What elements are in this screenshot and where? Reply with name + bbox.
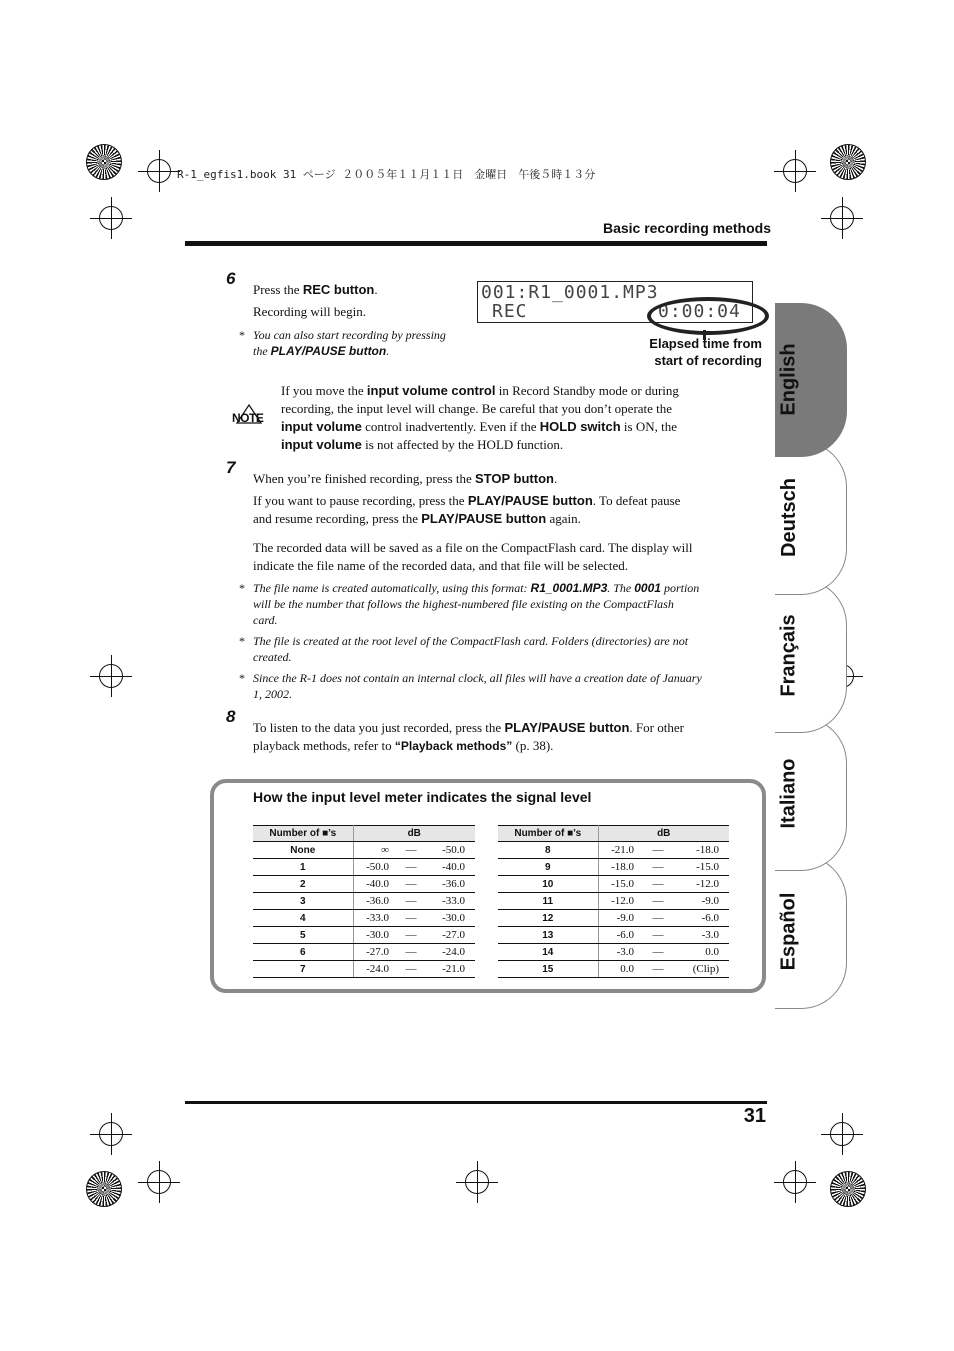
db-from-cell: -12.0 (598, 893, 638, 910)
section-title: Basic recording methods (602, 220, 771, 236)
registration-mark (147, 159, 171, 183)
header-rule (185, 241, 767, 246)
db-from-cell: ∞ (353, 842, 393, 859)
tab-italiano-label: Italiano (777, 757, 800, 829)
meter-count-cell: 2 (253, 876, 353, 893)
meter-count-cell: 5 (253, 927, 353, 944)
db-from-cell: -40.0 (353, 876, 393, 893)
registration-burst-top-left (86, 144, 122, 180)
asterisk: * (239, 581, 245, 595)
playback-methods-link[interactable]: “Playback methods” (394, 739, 513, 753)
registration-mark (783, 1170, 807, 1194)
db-to-cell: (Clip) (678, 961, 729, 978)
db-to-cell: -30.0 (429, 910, 475, 927)
db-to-cell: -27.0 (429, 927, 475, 944)
step-7-instruction: When you’re finished recording, press the STOP button. (253, 471, 558, 486)
meter-count-cell: 3 (253, 893, 353, 910)
note-icon: NOTE (231, 403, 267, 429)
meter-count-cell: 10 (498, 876, 598, 893)
meter-count-cell: 9 (498, 859, 598, 876)
table-row (253, 893, 475, 910)
table-row (498, 961, 729, 978)
db-to-cell: -36.0 (429, 876, 475, 893)
db-from-cell: -50.0 (353, 859, 393, 876)
page-number: 31 (743, 1105, 766, 1127)
registration-mark (830, 206, 854, 230)
db-dash-cell: — (393, 876, 429, 893)
table-row (498, 910, 729, 927)
db-dash-cell: — (638, 944, 678, 961)
lcd-elapsed-time: 0:00:04 (658, 301, 741, 322)
db-dash-cell: — (638, 859, 678, 876)
meter-box-title: How the input level meter indicates the signal level (253, 789, 592, 805)
db-from-cell: -3.0 (598, 944, 638, 961)
elapsed-time-callout: Elapsed time from start of recording (649, 336, 762, 368)
note-text: If you move the input volume control in Record Standby mode or during recording, the input level will change. Be careful that you don’t operate the input volume control inadvertently. Even if the HOLD switch is ON, the input volume is not affected by the HOLD function. (281, 383, 679, 452)
step-7-note-filename: The file name is created automatically, using this format: R1_0001.MP3. The 0001 portion will be the number that follows the highest-numbered file existing on the CompactFlash card. (253, 581, 700, 627)
db-from-cell: -6.0 (598, 927, 638, 944)
registration-mark (99, 664, 123, 688)
db-to-cell: -50.0 (429, 842, 475, 859)
db-to-cell: -12.0 (678, 876, 729, 893)
table-row (253, 961, 475, 978)
meter-table-left (253, 825, 475, 978)
table-row (498, 859, 729, 876)
db-dash-cell: — (638, 927, 678, 944)
meter-table-right (498, 825, 729, 978)
lcd-line-1: 001:R1_0001.MP3 (481, 282, 659, 303)
step-8-instruction: To listen to the data you just recorded, press the PLAY/PAUSE button. For other playback methods, refer to “Playback methods” (p. 38). (253, 720, 684, 753)
table-row (253, 842, 475, 859)
registration-mark (830, 1122, 854, 1146)
registration-mark (465, 1170, 489, 1194)
lcd-line-2-status: REC (492, 301, 528, 322)
meter-count-cell: 6 (253, 944, 353, 961)
db-to-cell: 0.0 (678, 944, 729, 961)
meter-count-cell: 8 (498, 842, 598, 859)
asterisk: * (239, 328, 245, 342)
db-dash-cell: — (393, 842, 429, 859)
registration-mark (147, 1170, 171, 1194)
print-header: R-1_egfis1.book 31 ページ ２００５年１１月１１日 金曜日 午後５時１３分 (177, 168, 596, 181)
db-from-cell: -24.0 (353, 961, 393, 978)
step-7-pause-text: If you want to pause recording, press the PLAY/PAUSE button. To defeat pause and resume recording, press the PLAY/PAUSE button again. (253, 493, 681, 526)
meter-count-cell: 12 (498, 910, 598, 927)
registration-burst-top-right (830, 144, 866, 180)
tab-deutsch-label: Deutsch (777, 477, 800, 557)
db-from-cell: -36.0 (353, 893, 393, 910)
db-dash-cell: — (393, 961, 429, 978)
table-row (498, 893, 729, 910)
table-row (253, 910, 475, 927)
registration-burst-bottom-right (830, 1171, 866, 1207)
table-row (498, 944, 729, 961)
db-dash-cell: — (638, 961, 678, 978)
registration-mark (99, 206, 123, 230)
step-6-result: Recording will begin. (253, 304, 367, 319)
table-row (498, 927, 729, 944)
elapsed-time-highlight (647, 297, 769, 335)
tab-francais-label: Français (777, 613, 800, 697)
meter-count-cell: None (253, 842, 353, 859)
db-to-cell: -3.0 (678, 927, 729, 944)
meter-count-cell: 14 (498, 944, 598, 961)
step-6-note: You can also start recording by pressing the PLAY/PAUSE button. (253, 328, 446, 358)
db-dash-cell: — (393, 927, 429, 944)
meter-count-cell: 7 (253, 961, 353, 978)
meter-count-cell: 4 (253, 910, 353, 927)
db-dash-cell: — (393, 910, 429, 927)
meter-count-cell: 15 (498, 961, 598, 978)
meter-count-cell: 1 (253, 859, 353, 876)
registration-burst-bottom-left (86, 1171, 122, 1207)
table-row (253, 944, 475, 961)
table-row (498, 876, 729, 893)
table-row (253, 859, 475, 876)
db-from-cell: -18.0 (598, 859, 638, 876)
table-row (498, 842, 729, 859)
db-to-cell: -24.0 (429, 944, 475, 961)
registration-mark (99, 1122, 123, 1146)
db-from-cell: -30.0 (353, 927, 393, 944)
col-header-db: dB (598, 826, 729, 842)
db-to-cell: -9.0 (678, 893, 729, 910)
db-to-cell: -15.0 (678, 859, 729, 876)
col-header-db: dB (353, 826, 475, 842)
step-7-note-root: The file is created at the root level of the CompactFlash card. Folders (directories) are not created. (253, 634, 689, 664)
db-from-cell: -33.0 (353, 910, 393, 927)
db-to-cell: -6.0 (678, 910, 729, 927)
step-7-note-clock: Since the R-1 does not contain an internal clock, all files will have a creation date of January 1, 2002. (253, 671, 702, 701)
db-dash-cell: — (638, 893, 678, 910)
meter-count-cell: 13 (498, 927, 598, 944)
col-header-count: Number of ■’s (253, 826, 353, 842)
col-header-count: Number of ■’s (498, 826, 598, 842)
meter-count-cell: 11 (498, 893, 598, 910)
db-to-cell: -18.0 (678, 842, 729, 859)
db-dash-cell: — (638, 876, 678, 893)
db-to-cell: -40.0 (429, 859, 475, 876)
step-8-number: 8 (226, 707, 236, 726)
footer-rule (185, 1101, 767, 1104)
step-6-instruction: Press the REC button. (253, 282, 378, 297)
db-to-cell: -21.0 (429, 961, 475, 978)
tab-espanol-label: Español (777, 892, 800, 970)
db-dash-cell: — (393, 893, 429, 910)
step-6-number: 6 (226, 269, 236, 288)
step-7-saved-text: The recorded data will be saved as a file on the CompactFlash card. The display will indicate the file name of the recorded data, and that file will be selected. (253, 540, 693, 573)
table-row (253, 876, 475, 893)
db-from-cell: -27.0 (353, 944, 393, 961)
db-dash-cell: — (638, 842, 678, 859)
db-from-cell: -21.0 (598, 842, 638, 859)
registration-mark (783, 159, 807, 183)
db-dash-cell: — (393, 859, 429, 876)
table-row (253, 927, 475, 944)
db-from-cell: -15.0 (598, 876, 638, 893)
tab-english-label: English (777, 342, 800, 416)
step-7-number: 7 (226, 458, 236, 477)
db-dash-cell: — (638, 910, 678, 927)
asterisk: * (239, 634, 245, 648)
db-to-cell: -33.0 (429, 893, 475, 910)
db-from-cell: 0.0 (598, 961, 638, 978)
db-from-cell: -9.0 (598, 910, 638, 927)
db-dash-cell: — (393, 944, 429, 961)
asterisk: * (239, 671, 245, 685)
